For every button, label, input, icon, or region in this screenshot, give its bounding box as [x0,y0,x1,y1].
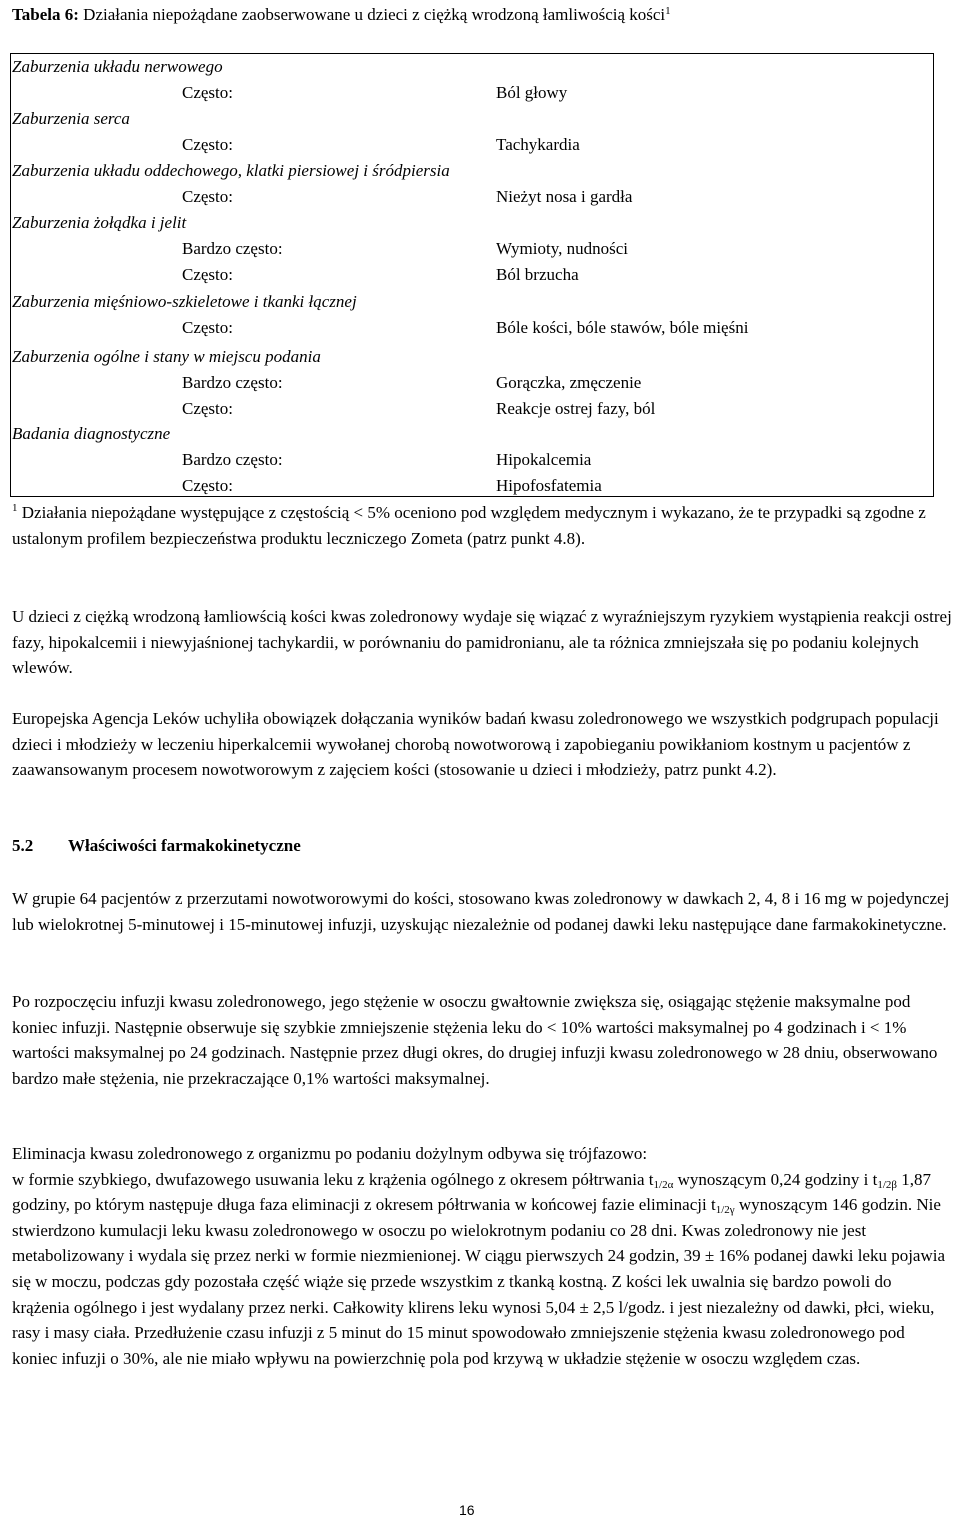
table-title-text: Działania niepożądane zaobserwowane u dzieci z ciężką wrodzoną łamliwością kości [83,5,666,24]
table-row [11,473,602,499]
table-group [11,54,567,106]
elimination-text-1: w formie szybkiego, dwufazowego usuwania leku z krążenia ogólnego z okresem półtrwania t [12,1169,654,1189]
table-category: Zaburzenia układu nerwowego [12,56,223,76]
table-category: Zaburzenia żołądka i jelit [12,212,187,232]
table-group [11,344,655,422]
paragraph-study-group: W grupie 64 pacjentów z przerzutami nowotworowymi do kości, stosowano kwas zoledronowy w dawkach 2, 4, 8 i 16 mg w pojedynczej lub wielokrotnej 5-minutowej i 15-minutowej infuzji, uzyskując niezależnie od podanej dawki leku następujące dane farmakokinetyczne. [12,889,950,934]
footnote-text: Działania niepożądane występujące z częstością < 5% oceniono pod względem medycznym i wykazano, że te przypadki są zgodne z ustalonym profilem bezpieczeństwa produktu leczniczego Zometa (patrz punkt 4.8). [12,503,926,548]
table-group [11,210,628,288]
table-row [11,315,748,341]
table-row [11,236,628,262]
paragraph-ema-waiver: Europejska Agencja Leków uchyliła obowiązek dołączania wyników badań kwasu zoledronowego we wszystkich podgrupach populacji dzieci i młodzieży w leczeniu hiperkalcemii wywołanej chorobą nowotworową i zapobieganiu powikłaniom kostnym u pacjentów z zaawansowanym procesem nowotworowym z zajęciem kości (stosowanie u dzieci i młodzieży, patrz punkt 4.2). [12,709,939,780]
section-heading [12,836,301,856]
table-group [11,106,580,158]
table-category: Zaburzenia mięśniowo-szkieletowe i tkanki łącznej [12,291,357,311]
table-footnote [12,500,932,551]
table-category: Badania diagnostyczne [12,423,171,443]
table-group [11,289,748,341]
table-category: Zaburzenia ogólne i stany w miejscu podania [12,346,321,366]
effect-cell: Wymioty, nudności [496,238,628,258]
table-category: Zaburzenia serca [12,108,130,128]
table-category: Zaburzenia układu oddechowego, klatki piersiowej i śródpiersia [12,160,450,180]
frequency-cell: Bardzo często: [182,238,283,258]
table-group [11,421,602,499]
table-row [11,396,655,422]
paragraph-pediatric-risk: U dzieci z ciężką wrodzoną łamliowścią kości kwas zoledronowy wydaje się wiązać z wyraźniejszym ryzykiem wystąpienia reakcji ostrej fazy, hipokalcemii i niewyjaśnionej tachykardii, w porównaniu do pamidronianu, ale ta różnica zmniejszała się po podaniu kolejnych wlewów. [12,607,952,678]
footnote-marker: 1 [12,502,18,514]
half-life-gamma-subscript: 1/2γ [715,1204,735,1217]
page-number: 16 [459,1502,475,1518]
frequency-cell: Często: [182,398,233,418]
effect-cell: Gorączka, zmęczenie [496,372,642,392]
effect-cell: Reakcje ostrej fazy, ból [496,398,656,418]
frequency-cell: Często: [182,82,233,102]
effect-cell: Ból głowy [496,82,568,102]
effect-cell: Tachykardia [496,134,580,154]
table-title-footnote-ref: 1 [665,5,671,17]
frequency-cell: Często: [182,317,233,337]
frequency-cell: Bardzo często: [182,449,283,469]
frequency-cell: Często: [182,134,233,154]
table-row [11,447,602,473]
effect-cell: Hipofosfatemia [496,475,602,495]
table-title [12,5,671,25]
half-life-alpha-subscript: 1/2α [653,1178,674,1191]
half-life-beta-subscript: 1/2β [877,1178,897,1191]
table-row [11,370,655,396]
paragraph-plasma-concentration: Po rozpoczęciu infuzji kwasu zoledronowego, jego stężenie w osoczu gwałtownie zwiększa się, osiągając stężenie maksymalne pod koniec infuzji. Następnie obserwuje się szybkie zmniejszenie stężenia leku do < 10% wartości maksymalnej po 4 godzinach i < 1% wartości maksymalnej po 24 godzinach. Następnie przez długi okres, do drugiej infuzji kwasu zoledronowego w 28 dniu, obserwowano bardzo małe stężenia, nie przekraczające 0,1% wartości maksymalnej. [12,992,938,1088]
paragraph-elimination [12,1141,952,1371]
adverse-events-table [10,53,934,497]
elimination-text-3: 1,87 godziny, po którym następuje długa faza eliminacji z okresem półtrwania w końcowej fazie eliminacji t [12,1169,931,1215]
effect-cell: Bóle kości, bóle stawów, bóle mięśni [496,317,749,337]
table-row [11,184,632,210]
table-row [11,132,580,158]
frequency-cell: Często: [182,264,233,284]
section-number: 5.2 [12,836,34,855]
frequency-cell: Często: [182,186,233,206]
section-title: Właściwości farmakokinetyczne [68,836,301,855]
elimination-text-2: wynoszącym 0,24 godziny i t [673,1169,878,1189]
table-title-label: Tabela 6: [12,5,79,24]
table-row [11,262,628,288]
table-row [11,80,567,106]
effect-cell: Nieżyt nosa i gardła [496,186,633,206]
effect-cell: Hipokalcemia [496,449,592,469]
frequency-cell: Bardzo często: [182,372,283,392]
frequency-cell: Często: [182,475,233,495]
elimination-text-4: wynoszącym 146 godzin. Nie stwierdzono kumulacji leku kwasu zoledronowego w osoczu po wielokrotnym podaniu co 28 dni. Kwas zoledronowy nie jest metabolizowany i wydala się przez nerki w formie niezmienionej. W ciągu pierwszych 24 godzin, 39 ± 16% podanej dawki leku pojawia się w moczu, podczas gdy pozostała część wiąże się przede wszystkim z tkanką kostną. Z kości lek uwalnia się bardzo powoli do krążenia ogólnego i jest wydalany przez nerki. Całkowity klirens leku wynosi 5,04 ± 2,5 l/godz. i jest niezależny od dawki, płci, wieku, rasy i masy ciała. Przedłużenie czasu infuzji z 5 minut do 15 minut spowodowało zmniejszenie stężenia kwasu zoledronowego pod koniec infuzji o 30%, ale nie miało wpływu na powierzchnię pola pod krzywą w układzie stężenie w osoczu względem czas. [12,1195,946,1368]
table-group [11,158,632,210]
effect-cell: Ból brzucha [496,264,579,284]
elimination-intro: Eliminacja kwasu zoledronowego z organizmu po podaniu dożylnym odbywa się trójfazowo: [12,1144,648,1163]
